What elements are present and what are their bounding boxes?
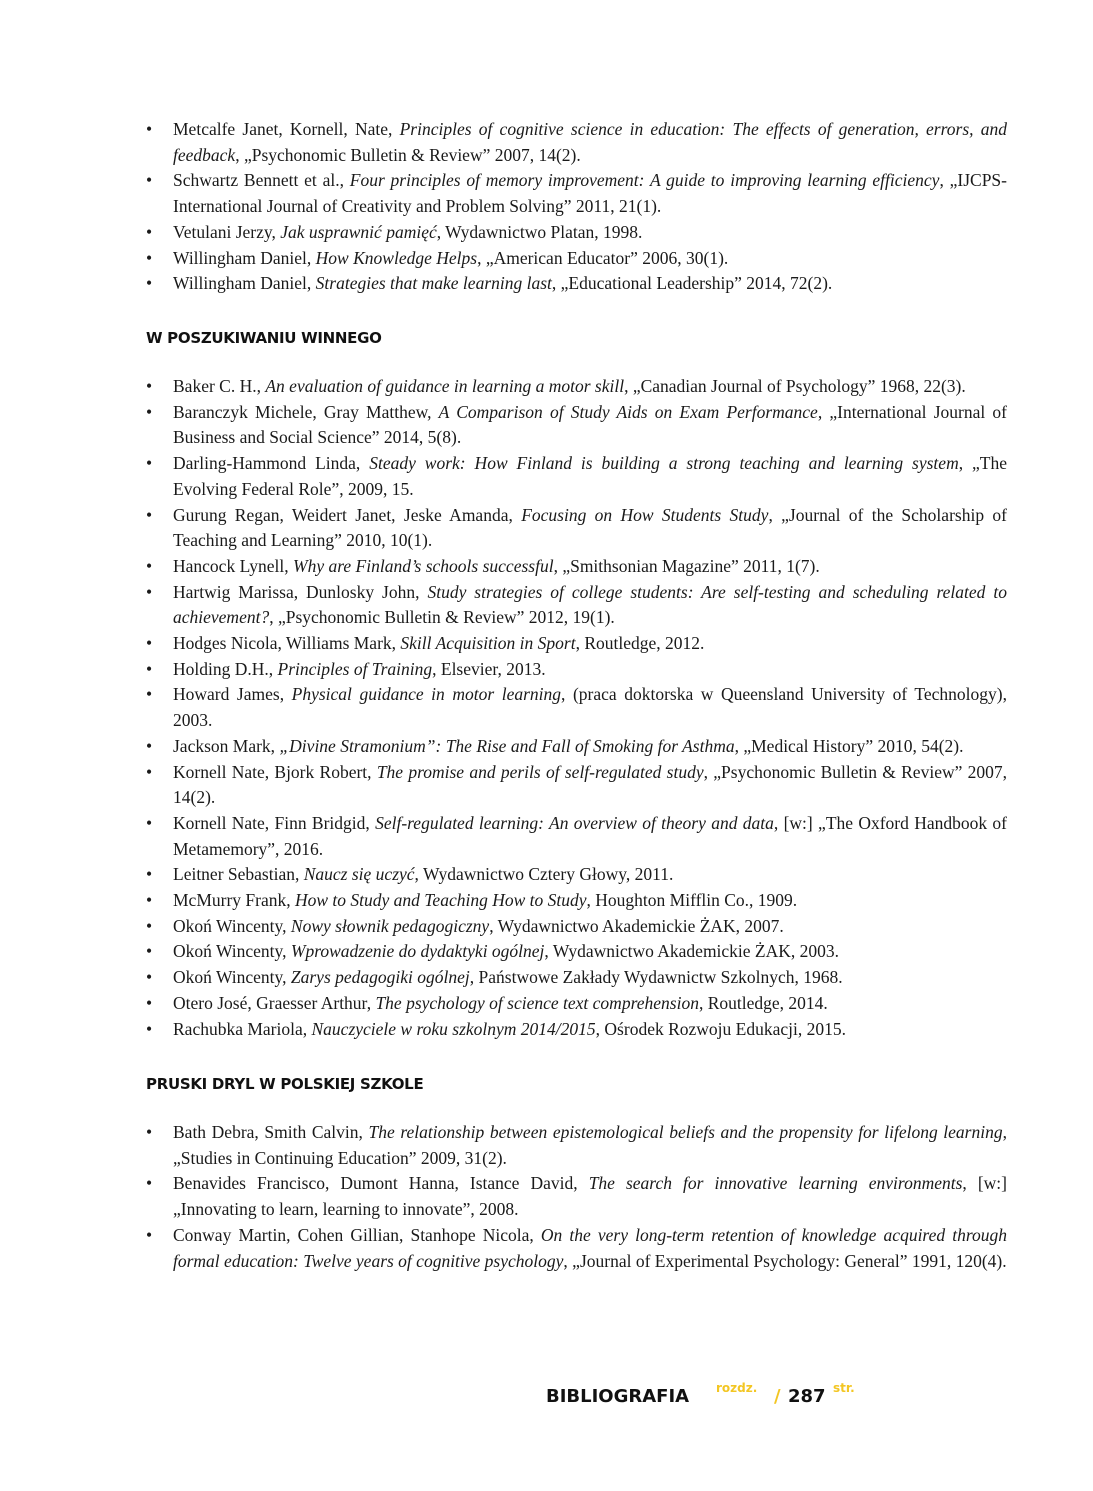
reference-item: • Kornell Nate, Bjork Robert, The promise and perils of self-regulated study, „Psychonomic Bulletin & Review” 2007, 14(2). <box>146 760 1007 811</box>
reference-list-w-poszukiwaniu-winnego <box>146 374 1007 1042</box>
reference-item: • Gurung Regan, Weidert Janet, Jeske Amanda, Focusing on How Students Study, „Journal of the Scholarship of Teaching and Learning” 2010, 10(1). <box>146 503 1007 554</box>
reference-list-pruski-dryl <box>146 1120 1007 1274</box>
reference-item: • Okoń Wincenty, Nowy słownik pedagogiczny, Wydawnictwo Akademickie ŻAK, 2007. <box>146 914 1007 940</box>
reference-item: • Holding D.H., Principles of Training, Elsevier, 2013. <box>146 657 1007 683</box>
reference-item: • Darling-Hammond Linda, Steady work: How Finland is building a strong teaching and learning system, „The Evolving Federal Role”, 2009, 15. <box>146 451 1007 502</box>
reference-item: • Okoń Wincenty, Wprowadzenie do dydaktyki ogólnej, Wydawnictwo Akademickie ŻAK, 2003. <box>146 939 1007 965</box>
reference-item: • Baker C. H., An evaluation of guidance in learning a motor skill, „Canadian Journal of Psychology” 1968, 22(3). <box>146 374 1007 400</box>
reference-item: • Kornell Nate, Finn Bridgid, Self-regulated learning: An overview of theory and data, [w:] „The Oxford Handbook of Metamemory”, 2016. <box>146 811 1007 862</box>
footer-separator: / <box>774 1386 781 1407</box>
reference-item: • Rachubka Mariola, Nauczyciele w roku szkolnym 2014/2015, Ośrodek Rozwoju Edukacji, 2015. <box>146 1017 1007 1043</box>
reference-item: • Hodges Nicola, Williams Mark, Skill Acquisition in Sport, Routledge, 2012. <box>146 631 1007 657</box>
reference-item: • Metcalfe Janet, Kornell, Nate, Principles of cognitive science in education: The effects of generation, errors, and feedback, „Psychonomic Bulletin & Review” 2007, 14(2). <box>146 117 1007 168</box>
reference-item: • McMurry Frank, How to Study and Teaching How to Study, Houghton Mifflin Co., 1909. <box>146 888 1007 914</box>
reference-item: • Okoń Wincenty, Zarys pedagogiki ogólnej, Państwowe Zakłady Wydawnictw Szkolnych, 1968. <box>146 965 1007 991</box>
reference-list-continued <box>146 117 1007 297</box>
reference-item: • Willingham Daniel, Strategies that make learning last, „Educational Leadership” 2014, 72(2). <box>146 271 1007 297</box>
footer-chapter-title: BIBLIOGRAFIA <box>546 1386 690 1407</box>
reference-item: • Vetulani Jerzy, Jak usprawnić pamięć, Wydawnictwo Platan, 1998. <box>146 220 1007 246</box>
reference-item: • Baranczyk Michele, Gray Matthew, A Comparison of Study Aids on Exam Performance, „International Journal of Business and Social Science” 2014, 5(8). <box>146 400 1007 451</box>
reference-item: • Otero José, Graesser Arthur, The psychology of science text comprehension, Routledge, 2014. <box>146 991 1007 1017</box>
reference-item: • Leitner Sebastian, Naucz się uczyć, Wydawnictwo Cztery Głowy, 2011. <box>146 862 1007 888</box>
footer-chapter-label: rozdz. <box>716 1381 758 1395</box>
footer-page-label: str. <box>833 1381 855 1395</box>
reference-item: • Jackson Mark, „Divine Stramonium”: The Rise and Fall of Smoking for Asthma, „Medical History” 2010, 54(2). <box>146 734 1007 760</box>
reference-item: • Bath Debra, Smith Calvin, The relationship between epistemological beliefs and the propensity for lifelong learning, „Studies in Continuing Education” 2009, 31(2). <box>146 1120 1007 1171</box>
section-heading-pruski-dryl: PRUSKI DRYL W POLSKIEJ SZKOLE <box>146 1075 424 1093</box>
reference-item: • Hartwig Marissa, Dunlosky John, Study strategies of college students: Are self-testing and scheduling related to achievement?, „Psychonomic Bulletin & Review” 2012, 19(1). <box>146 580 1007 631</box>
reference-item: • Benavides Francisco, Dumont Hanna, Istance David, The search for innovative learning environments, [w:] „Innovating to learn, learning to innovate”, 2008. <box>146 1171 1007 1222</box>
page-number: 287 <box>788 1386 826 1407</box>
reference-item: • Hancock Lynell, Why are Finland’s schools successful, „Smithsonian Magazine” 2011, 1(7). <box>146 554 1007 580</box>
reference-item: • Schwartz Bennett et al., Four principles of memory improvement: A guide to improving learning efficiency, „IJCPS-International Journal of Creativity and Problem Solving” 2011, 21(1). <box>146 168 1007 219</box>
reference-item: • Conway Martin, Cohen Gillian, Stanhope Nicola, On the very long-term retention of knowledge acquired through formal education: Twelve years of cognitive psychology, „Journal of Experimental Psychology: General” 1991, 120(4). <box>146 1223 1007 1274</box>
section-heading-w-poszukiwaniu-winnego: W POSZUKIWANIU WINNEGO <box>146 329 382 347</box>
reference-item: • Howard James, Physical guidance in motor learning, (praca doktorska w Queensland University of Technology), 2003. <box>146 682 1007 733</box>
reference-item: • Willingham Daniel, How Knowledge Helps, „American Educator” 2006, 30(1). <box>146 246 1007 272</box>
